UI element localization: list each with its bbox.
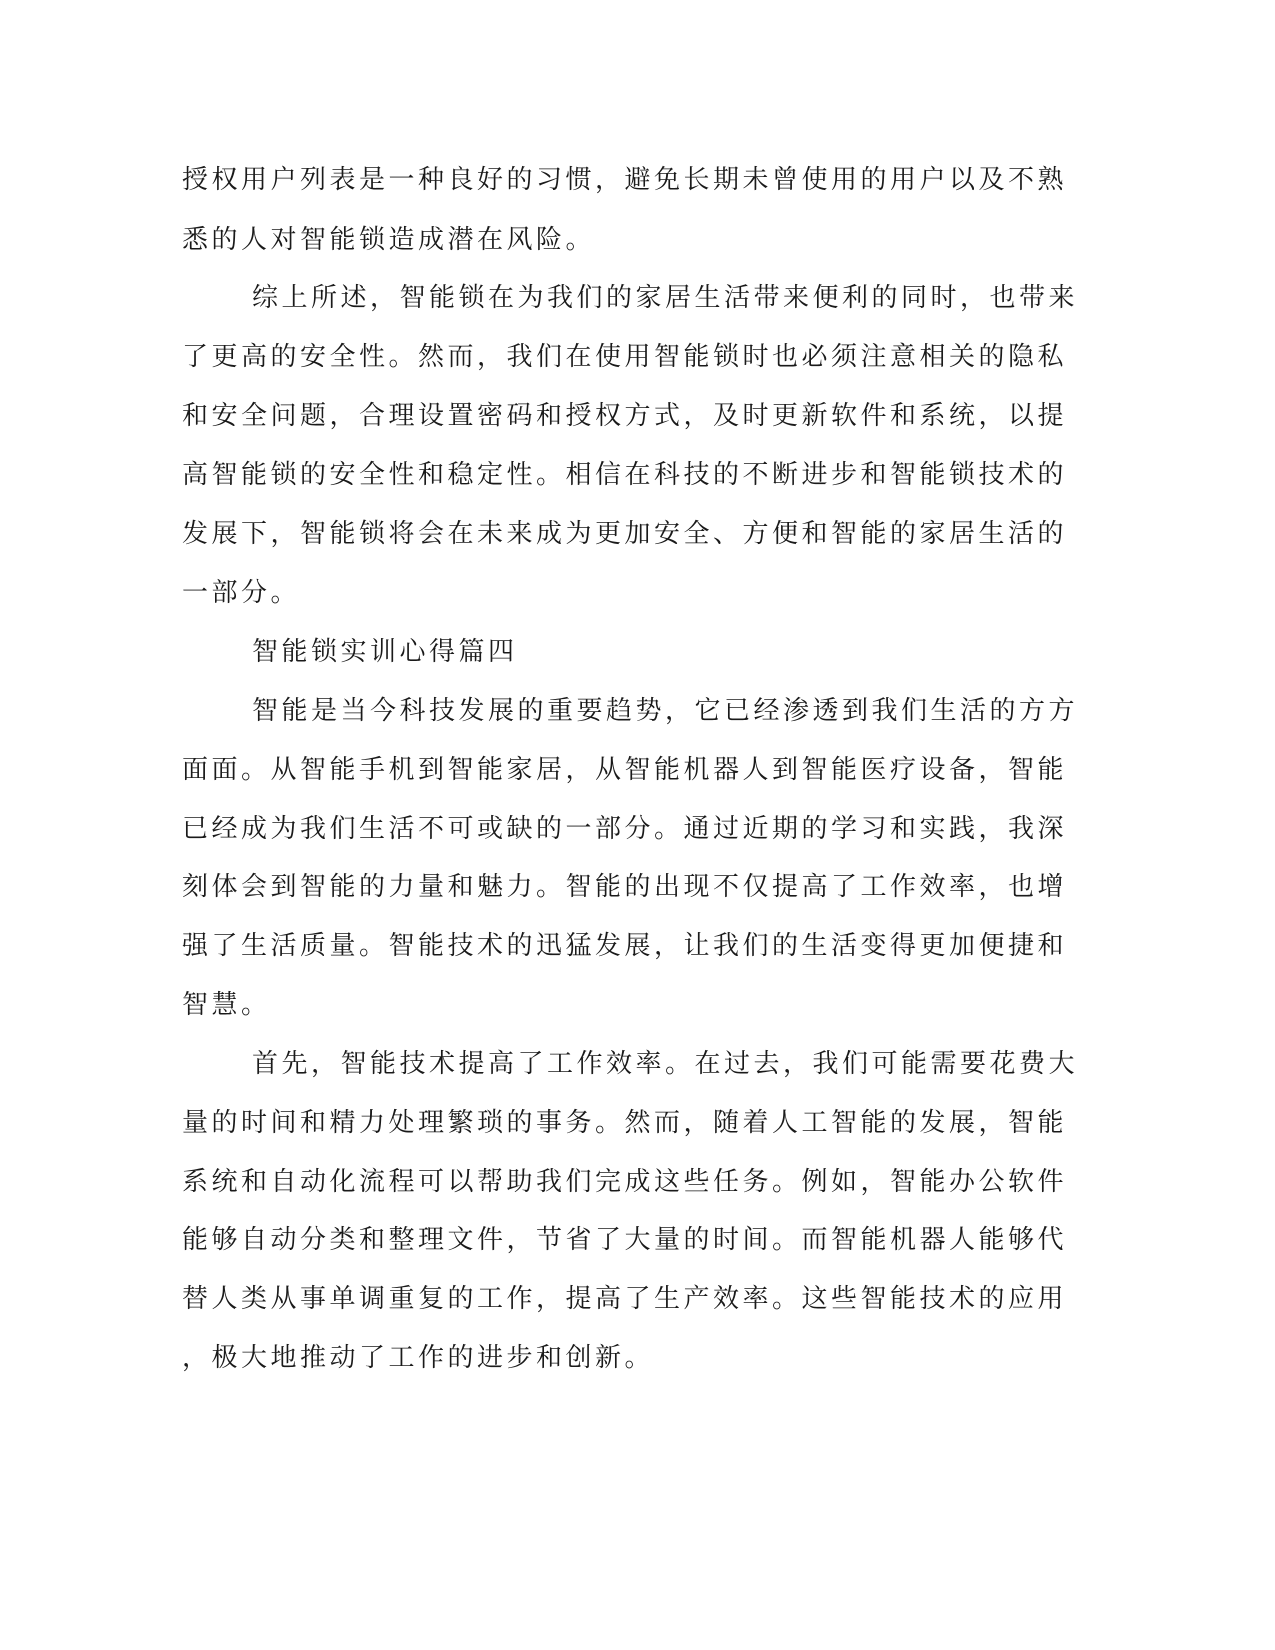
text-line: 一部分。 — [182, 578, 301, 608]
text-line: 综上所述，智能锁在为我们的家居生活带来便利的同时，也带来 — [252, 283, 1079, 313]
text-line: ，极大地推动了工作的进步和创新。 — [182, 1343, 655, 1373]
text-line: 已经成为我们生活不可或缺的一部分。通过近期的学习和实践，我深 — [182, 814, 1068, 844]
text-line: 刻体会到智能的力量和魅力。智能的出现不仅提高了工作效率，也增 — [182, 872, 1068, 902]
text-line: 强了生活质量。智能技术的迅猛发展，让我们的生活变得更加便捷和 — [182, 931, 1068, 961]
text-line: 和安全问题，合理设置密码和授权方式，及时更新软件和系统，以提 — [182, 401, 1068, 431]
text-line: 高智能锁的安全性和稳定性。相信在科技的不断进步和智能锁技术的 — [182, 460, 1068, 490]
text-line: 系统和自动化流程可以帮助我们完成这些任务。例如，智能办公软件 — [182, 1167, 1068, 1197]
text-line: 面面。从智能手机到智能家居，从智能机器人到智能医疗设备，智能 — [182, 755, 1068, 785]
text-line: 能够自动分类和整理文件，节省了大量的时间。而智能机器人能够代 — [182, 1225, 1068, 1255]
text-line: 了更高的安全性。然而，我们在使用智能锁时也必须注意相关的隐私 — [182, 342, 1068, 372]
text-line: 量的时间和精力处理繁琐的事务。然而，随着人工智能的发展，智能 — [182, 1108, 1068, 1138]
text-line: 智慧。 — [182, 990, 271, 1020]
text-line: 发展下，智能锁将会在未来成为更加安全、方便和智能的家居生活的 — [182, 519, 1068, 549]
text-line: 悉的人对智能锁造成潜在风险。 — [182, 225, 596, 255]
text-line: 首先，智能技术提高了工作效率。在过去，我们可能需要花费大 — [252, 1049, 1079, 1079]
text-line: 替人类从事单调重复的工作，提高了生产效率。这些智能技术的应用 — [182, 1284, 1068, 1314]
text-line: 智能是当今科技发展的重要趋势，它已经渗透到我们生活的方方 — [252, 696, 1079, 726]
section-heading: 智能锁实训心得篇四 — [252, 637, 518, 667]
text-line: 授权用户列表是一种良好的习惯，避免长期未曾使用的用户以及不熟 — [182, 165, 1068, 195]
